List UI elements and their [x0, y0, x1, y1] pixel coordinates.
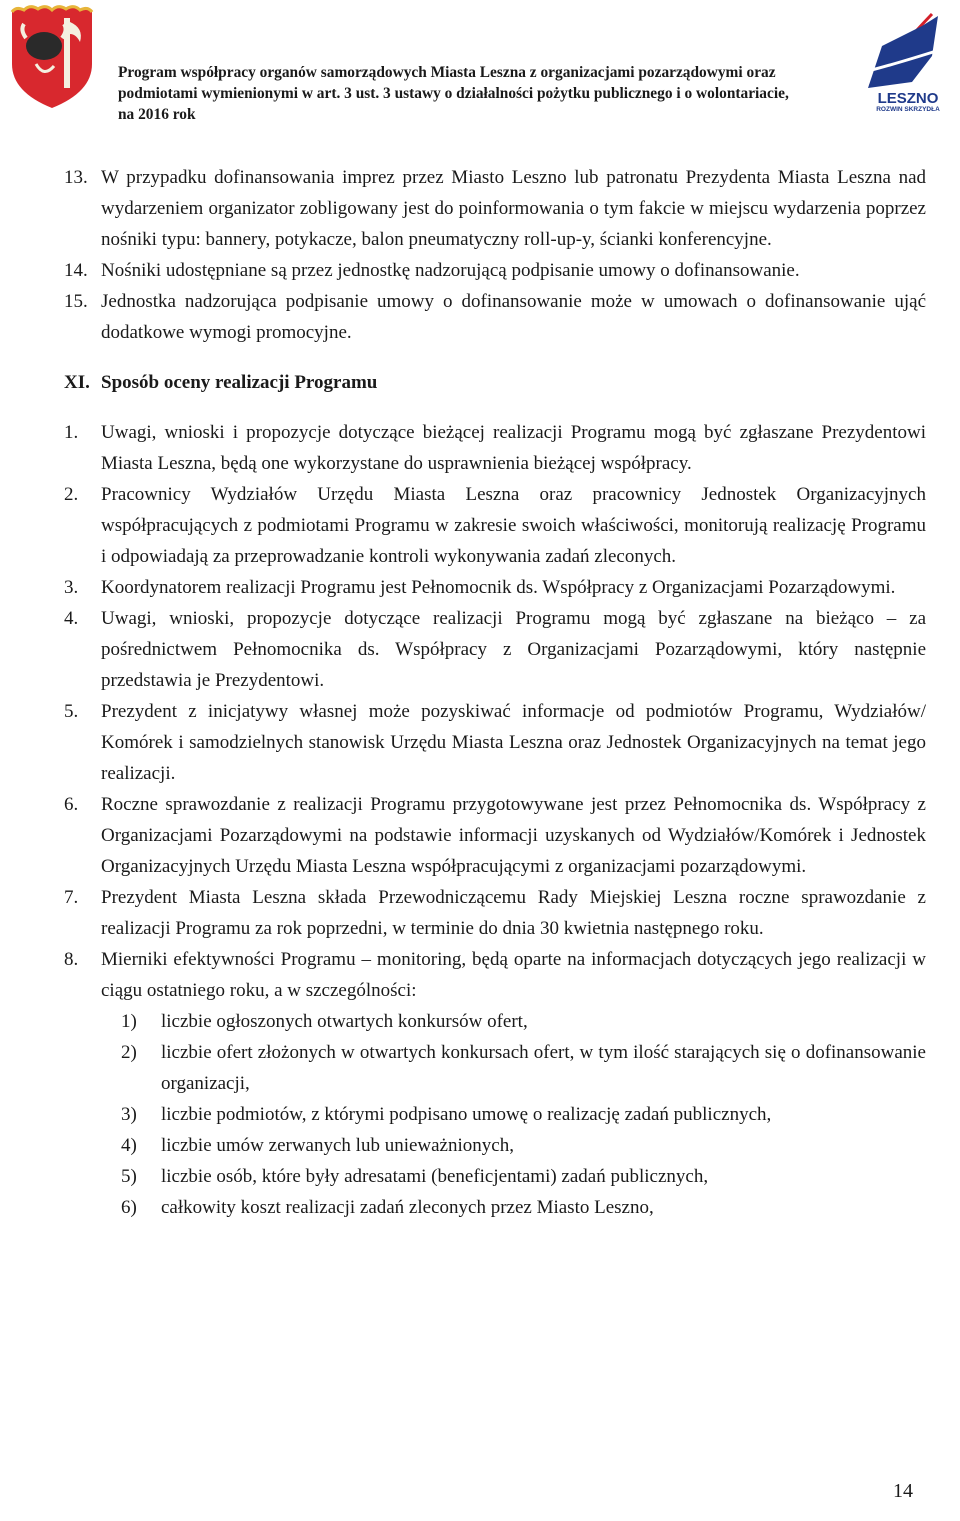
sub-item-text: liczbie ogłoszonych otwartych konkursów ofert, [161, 1011, 528, 1032]
item-text: Roczne sprawozdanie z realizacji Programu przygotowywane jest przez Pełnomocnika ds. Współpracy z Organizacjami Pozarządowymi na podstawie informacji uzyskanych od Wydziałów/Komórek i Jednostek Organizacyjnych Urzędu Miasta Leszna współpracującymi z organizacjami pozarządowymi. [101, 794, 926, 877]
sub-item-text: liczbie ofert złożonych w otwartych konkursach ofert, w tym ilość starających się o dofinansowanie organizacji, [161, 1042, 926, 1094]
item-text: Pracownicy Wydziałów Urzędu Miasta Leszna oraz pracownicy Jednostek Organizacyjnych współpracujących z podmiotami Programu w zakresie swoich właściwości, monitorują realizację Programu i odpowiadają za przeprowadzanie kontroli wykonywania zadań zleconych. [101, 484, 926, 567]
leszno-logo-icon [862, 6, 954, 112]
item-number: 15. [64, 291, 88, 312]
section-title: Sposób oceny realizacji Programu [101, 372, 378, 393]
logo-tagline: ROZWIN SKRZYDŁA [876, 106, 940, 112]
item-number: 1. [64, 422, 79, 443]
item-number: 3. [64, 577, 79, 598]
sub-item-text: całkowity koszt realizacji zadań zleconych przez Miasto Leszno, [161, 1197, 654, 1218]
item-text: Prezydent z inicjatywy własnej może pozyskiwać informacje od podmiotów Programu, Wydziałów/ Komórek i samodzielnych stanowisk Urzędu Miasta Leszna oraz Jednostek Organizacyjnych na temat jego realizacji. [101, 701, 926, 784]
list-item [0, 286, 960, 348]
item-number: 5. [64, 701, 79, 722]
sub-list-item [0, 1099, 960, 1130]
sub-item-number: 6) [121, 1197, 137, 1218]
page-number: 14 [893, 1480, 913, 1502]
sub-item-number: 3) [121, 1104, 137, 1125]
item-text: W przypadku dofinansowania imprez przez Miasto Leszno lub patronatu Prezydenta Miasta Leszna nad wydarzeniem organizator zobligowany jest do poinformowania o tym fakcie w miejscu wydarzenia poprzez nośniki typu: bannery, potykacze, balon pneumatyczny roll-up-y, ścianki konferencyjne. [101, 167, 926, 250]
item-text: Koordynatorem realizacji Programu jest Pełnomocnik ds. Współpracy z Organizacjami Pozarządowymi. [101, 577, 896, 598]
item-text: Nośniki udostępniane są przez jednostkę nadzorującą podpisanie umowy o dofinansowanie. [101, 260, 800, 281]
list-item [0, 882, 960, 944]
sub-list-item [0, 1006, 960, 1037]
list-item [0, 417, 960, 479]
list-item [0, 162, 960, 255]
sub-item-number: 1) [121, 1011, 137, 1032]
item-number: 7. [64, 887, 79, 908]
list-item [0, 789, 960, 882]
list-item [0, 572, 960, 603]
list-item [0, 479, 960, 572]
item-text: Mierniki efektywności Programu – monitoring, będą oparte na informacjach dotyczących jego realizacji w ciągu ostatniego roku, a w szczególności: [101, 949, 926, 1001]
header-line: Program współpracy organów samorządowych Miasta Leszna z organizacjami pozarządowymi oraz [118, 64, 776, 81]
logo-text: LESZNO [877, 90, 939, 107]
list-item [0, 603, 960, 696]
sub-item-text: liczbie podmiotów, z którymi podpisano umowę o realizację zadań publicznych, [161, 1104, 772, 1125]
sub-list-item [0, 1161, 960, 1192]
sub-item-number: 4) [121, 1135, 137, 1156]
section-number: XI. [64, 372, 90, 393]
item-text: Jednostka nadzorująca podpisanie umowy o dofinansowanie może w umowach o dofinansowanie ująć dodatkowe wymogi promocyjne. [101, 291, 926, 343]
header-line: na 2016 rok [118, 106, 196, 123]
program-title-header [118, 62, 858, 125]
sub-item-text: liczbie umów zerwanych lub unieważnionych, [161, 1135, 514, 1156]
document-body [0, 162, 960, 1223]
list-item [0, 944, 960, 1006]
sub-list-item [0, 1192, 960, 1223]
item-number: 13. [64, 167, 88, 188]
item-number: 2. [64, 484, 79, 505]
item-text: Uwagi, wnioski, propozycje dotyczące realizacji Programu mogą być zgłaszane na bieżąco – za pośrednictwem Pełnomocnika ds. Współpracy z Organizacjami Pozarządowymi, który następnie przedstawia je Prezydentowi. [101, 608, 926, 691]
header-line: podmiotami wymienionymi w art. 3 ust. 3 ustawy o działalności pożytku publicznego i o wolontariacie, [118, 85, 789, 102]
list-item [0, 696, 960, 789]
item-number: 4. [64, 608, 79, 629]
leszno-coat-of-arms-icon [6, 4, 98, 110]
sub-item-number: 5) [121, 1166, 137, 1187]
sub-item-text: liczbie osób, które były adresatami (beneficjentami) zadań publicznych, [161, 1166, 709, 1187]
sub-item-number: 2) [121, 1042, 137, 1063]
item-number: 6. [64, 794, 79, 815]
sub-list-item [0, 1037, 960, 1099]
item-number: 8. [64, 949, 79, 970]
list-item [0, 255, 960, 286]
item-text: Uwagi, wnioski i propozycje dotyczące bieżącej realizacji Programu mogą być zgłaszane Prezydentowi Miasta Leszna, będą one wykorzystane do usprawnienia bieżącej współpracy. [101, 422, 926, 474]
sub-list-item [0, 1130, 960, 1161]
page-header [0, 0, 960, 130]
item-text: Prezydent Miasta Leszna składa Przewodniczącemu Rady Miejskiej Leszna roczne sprawozdanie z realizacji Programu za rok poprzedni, w terminie do dnia 30 kwietnia następnego roku. [101, 887, 926, 939]
section-heading [64, 367, 960, 398]
item-number: 14. [64, 260, 88, 281]
